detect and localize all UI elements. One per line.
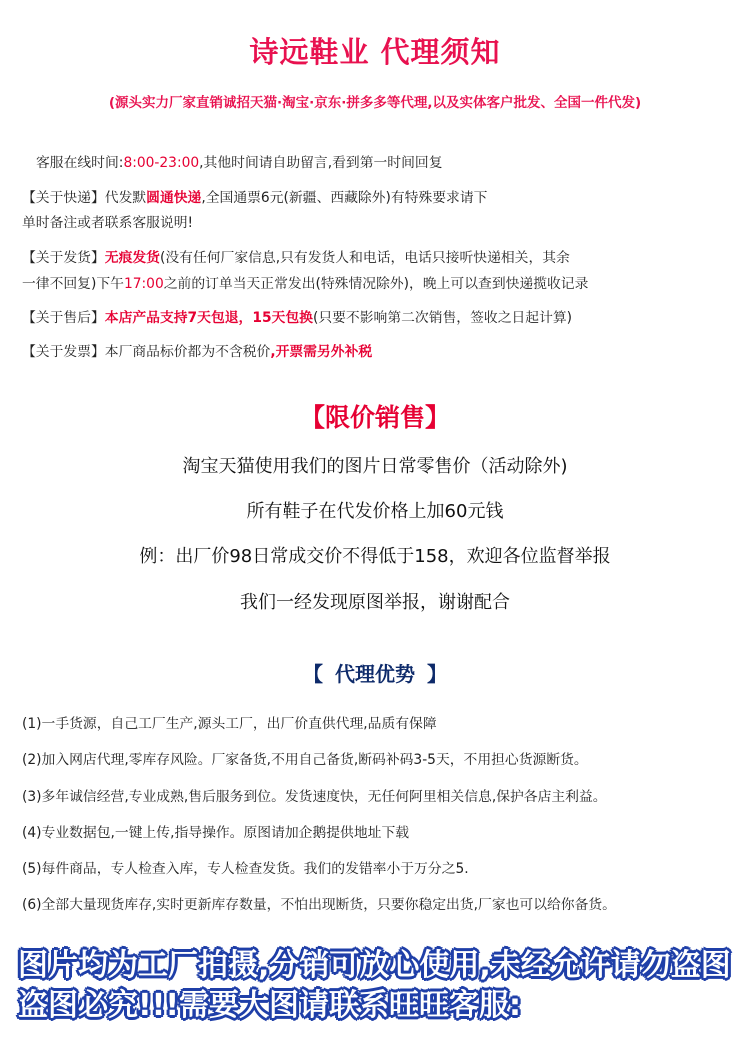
limit-price-line: 淘宝天猫使用我们的图片日常零售价（活动除外) bbox=[182, 456, 568, 477]
advantages-heading-right: 】 bbox=[427, 662, 447, 686]
service-hours-prefix: 客服在线时间: bbox=[36, 155, 124, 171]
express-label: 【关于快递】代发默 bbox=[22, 190, 147, 206]
advantage-item: (2)加入网店代理,零库存风险。厂家备货,不用自己备货,断码补码3-5天，不用担心货源断货。 bbox=[22, 752, 588, 768]
aftersale-highlight: 本店产品支持7天包退，15天包换 bbox=[104, 310, 313, 326]
shipping-line2-b: 之前的订单当天正常发出(特殊情况除外)，晚上可以查到快递揽收记录 bbox=[163, 276, 589, 292]
service-hours-suffix: ,其他时间请自助留言,看到第一时间回复 bbox=[199, 155, 443, 171]
footer-banner-line-2: 盗图必究!!!需要大图请联系旺旺客服: bbox=[18, 988, 522, 1023]
invoice-highlight: ,开票需另外补税 bbox=[270, 344, 373, 360]
shipping-time: 17:00 bbox=[123, 276, 164, 292]
page-subtitle: (源头实力厂家直销诚招天猫·淘宝·京东·拼多多等代理,以及实体客户批发、全国一件代发) bbox=[108, 95, 642, 111]
express-line bbox=[22, 186, 487, 206]
service-hours-line bbox=[36, 151, 443, 171]
express-line-2: 单时备注或者联系客服说明! bbox=[22, 215, 194, 231]
aftersale-line bbox=[22, 306, 572, 326]
express-rest: ,全国通票6元(新疆、西藏除外)有特殊要求请下 bbox=[201, 190, 488, 206]
limit-price-line: 所有鞋子在代发价格上加60元钱 bbox=[246, 501, 504, 522]
aftersale-rest: (只要不影响第二次销售，签收之日起计算) bbox=[312, 310, 573, 326]
page-title: 诗远鞋业 代理须知 bbox=[249, 35, 501, 69]
express-highlight: 圆通快递 bbox=[146, 190, 202, 206]
advantage-item: (4)专业数据包,一键上传,指导操作。原图请加企鹅提供地址下载 bbox=[22, 825, 410, 841]
advantage-item: (6)全部大量现货库存,实时更新库存数量，不怕出现断货，只要你稳定出货,厂家也可以给你备货。 bbox=[22, 897, 616, 913]
advantages-heading-text: 代理优势 bbox=[335, 662, 415, 686]
invoice-label: 【关于发票】本厂商品标价都为不含税价 bbox=[22, 344, 271, 360]
advantages-heading bbox=[0, 658, 750, 687]
service-hours-value: 8:00-23:00 bbox=[123, 155, 200, 171]
footer-banner-line-1: 图片均为工厂拍摄,分销可放心使用,未经允许请勿盗图 bbox=[18, 948, 731, 983]
advantage-item: (5)每件商品，专人检查入库，专人检查发货。我们的发错率小于万分之5. bbox=[22, 861, 469, 877]
advantage-item: (3)多年诚信经营,专业成熟,售后服务到位。发货速度快，无任何阿里相关信息,保护各店主利益。 bbox=[22, 789, 607, 805]
limit-price-heading: 【限价销售】 bbox=[299, 403, 450, 432]
invoice-line bbox=[22, 340, 372, 360]
advantage-item: (1)一手货源，自己工厂生产,源头工厂，出厂价直供代理,品质有保障 bbox=[22, 716, 437, 732]
shipping-line bbox=[22, 246, 570, 266]
limit-price-line: 例：出厂价98日常成交价不得低于158，欢迎各位监督举报 bbox=[139, 546, 611, 567]
aftersale-label: 【关于售后】 bbox=[22, 310, 105, 326]
advantages-heading-left: 【 bbox=[303, 662, 323, 686]
shipping-label: 【关于发货】 bbox=[22, 250, 105, 266]
shipping-rest: (没有任何厂家信息,只有发货人和电话，电话只接听快递相关，其余 bbox=[159, 250, 570, 266]
shipping-line2-a: 一律不回复)下午 bbox=[22, 276, 124, 292]
limit-price-line: 我们一经发现原图举报，谢谢配合 bbox=[240, 592, 510, 613]
shipping-highlight: 无痕发货 bbox=[104, 250, 160, 266]
shipping-line-2 bbox=[22, 272, 588, 292]
